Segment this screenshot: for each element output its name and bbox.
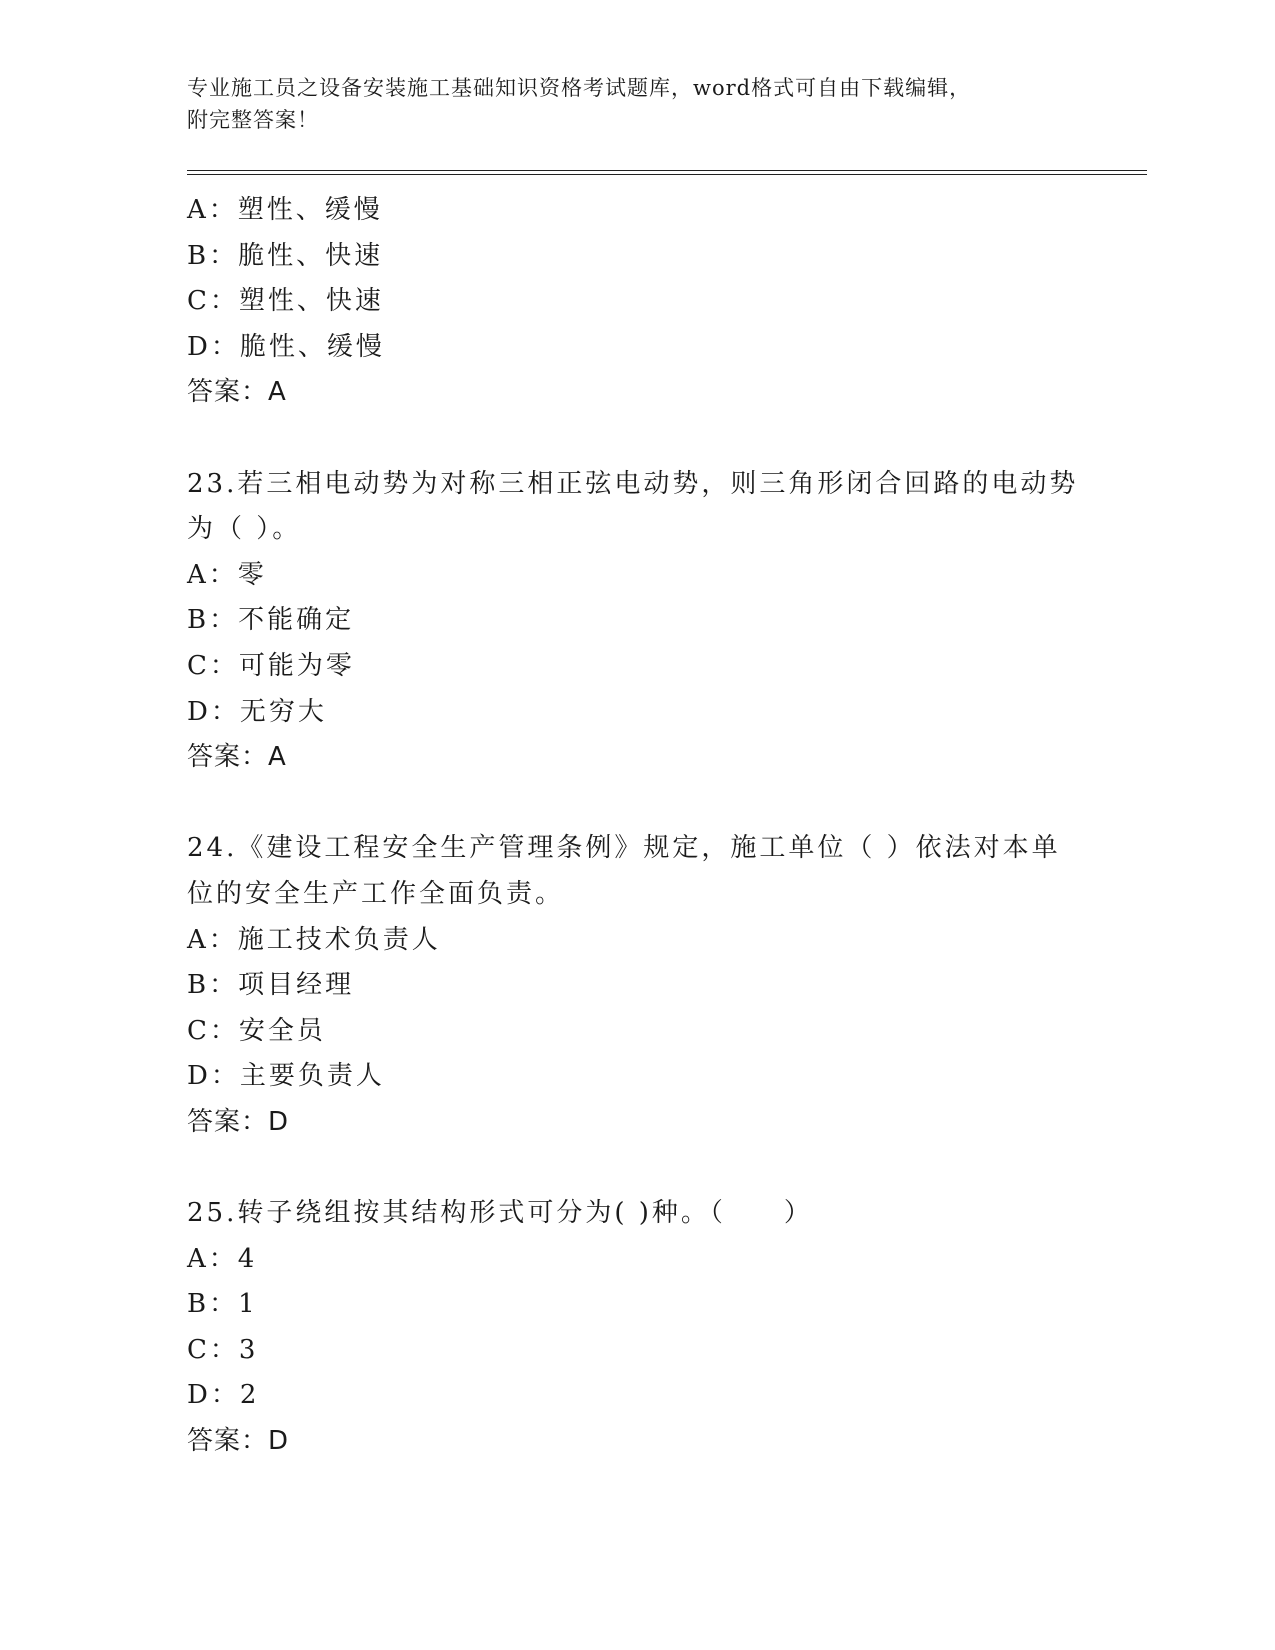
question-stem-line-1: 23.若三相电动势为对称三相正弦电动势，则三角形闭合回路的电动势 xyxy=(187,468,1079,499)
option-a: A：塑性、缓慢 xyxy=(187,195,383,225)
rule-line-top xyxy=(187,170,1147,171)
answer: 答案：A xyxy=(187,742,287,773)
option-d: D：脆性、缓慢 xyxy=(187,331,385,362)
question-stem-line-2: 位的安全生产工作全面负责。 xyxy=(187,878,565,909)
option-a: A：4 xyxy=(187,1243,258,1274)
option-a: A：施工技术负责人 xyxy=(187,924,441,955)
option-d: D：主要负责人 xyxy=(187,1061,385,1092)
question-25 xyxy=(187,1191,1147,1465)
option-c: C：安全员 xyxy=(187,1015,326,1046)
answer: 答案：A xyxy=(187,377,287,408)
header-line-1: 专业施工员之设备安装施工基础知识资格考试题库，word格式可自由下载编辑， xyxy=(187,76,972,100)
answer: 答案：D xyxy=(187,1426,290,1457)
option-d: D：2 xyxy=(187,1380,260,1411)
option-d: D：无穷大 xyxy=(187,696,327,727)
answer: 答案：D xyxy=(187,1106,290,1137)
spacer xyxy=(187,1145,1147,1191)
option-c: C：塑性、快速 xyxy=(187,286,384,317)
option-c: C：3 xyxy=(187,1334,259,1365)
option-b: B：不能确定 xyxy=(187,605,355,636)
question-stem-line-1: 24.《建设工程安全生产管理条例》规定，施工单位（ ）依法对本单 xyxy=(187,833,1061,864)
rule-line-bottom xyxy=(187,174,1147,175)
option-b: B：1 xyxy=(187,1289,258,1320)
option-b: B：脆性、快速 xyxy=(187,240,384,271)
question-23 xyxy=(187,462,1147,781)
document-page xyxy=(187,72,1147,1465)
question-stem-line-1: 25.转子绕组按其结构形式可分为( )种。（ ） xyxy=(187,1198,813,1229)
header-line-2: 附完整答案！ xyxy=(187,108,319,132)
document-header xyxy=(187,72,1147,136)
spacer xyxy=(187,416,1147,462)
option-a: A：零 xyxy=(187,559,267,590)
question-stem-line-2: 为（ ）。 xyxy=(187,514,302,545)
question-22 xyxy=(187,188,1147,416)
option-b: B：项目经理 xyxy=(187,970,355,1001)
question-24 xyxy=(187,826,1147,1145)
header-double-rule xyxy=(187,170,1147,178)
option-c: C：可能为零 xyxy=(187,650,355,681)
spacer xyxy=(187,781,1147,827)
